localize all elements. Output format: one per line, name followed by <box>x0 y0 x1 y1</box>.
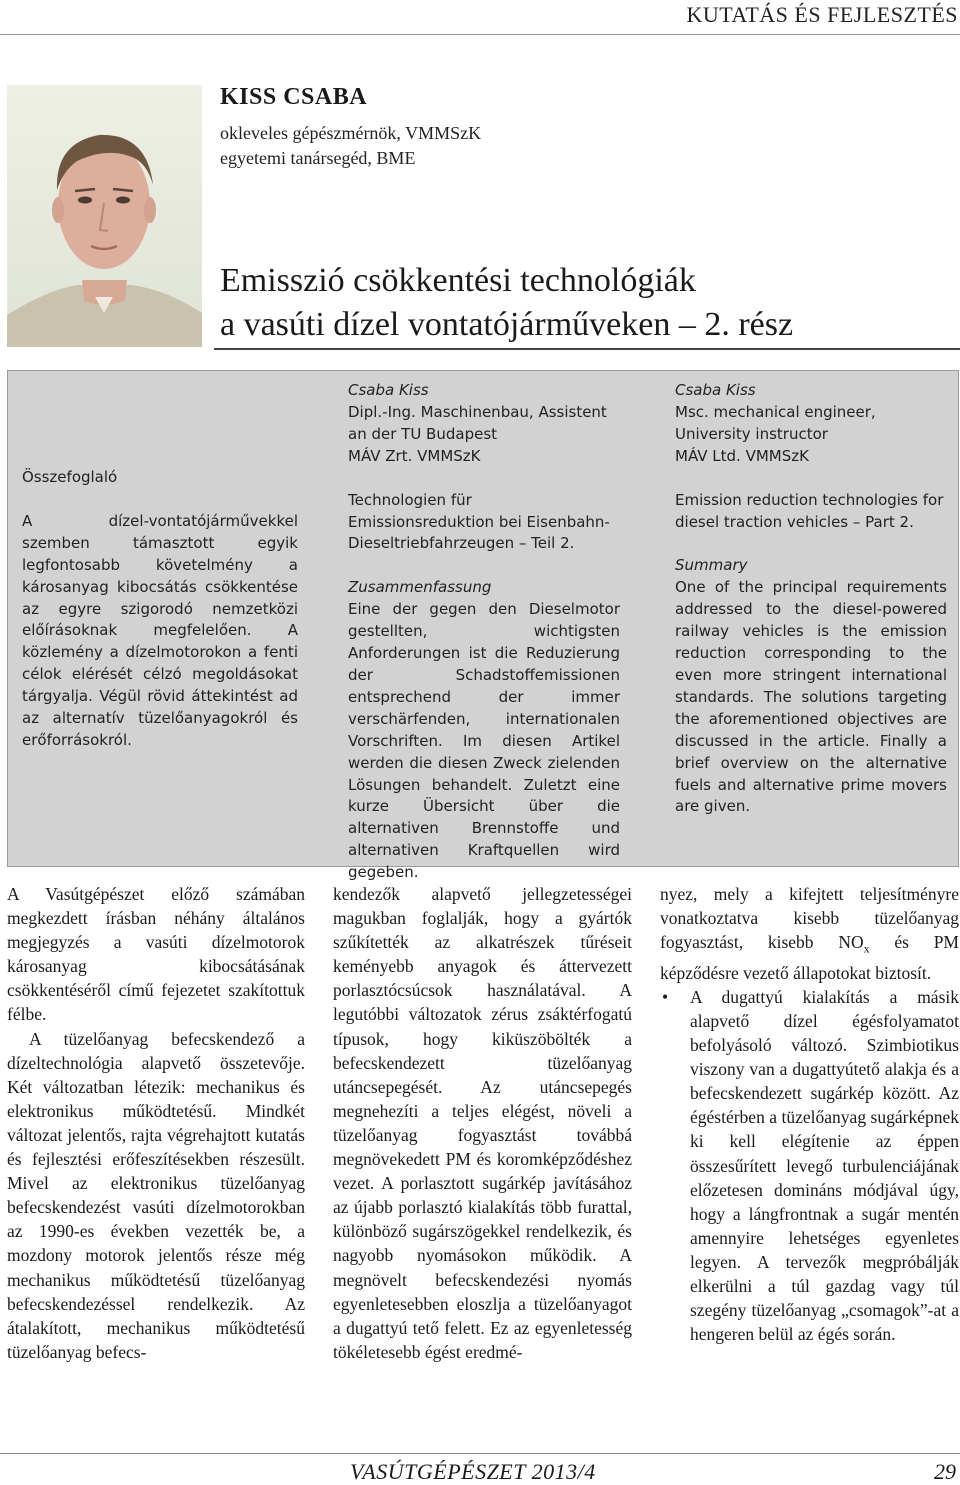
title-rule <box>214 348 960 350</box>
bullet-list <box>660 985 959 1346</box>
subscript-x: x <box>863 941 870 956</box>
abstract-hu-text: A dízel-vontatójárművekkel szemben támasztott egyik legfontosabb követelmény a károsanyag kibocsátás csökkentése az egyre szigorodó nemzetközi előírásoknak megfelelően. A közlemény a dízelmotorokon a fenti célok elérését célzó megoldásokat tárgyalja. Végül rövid áttekintést ad az alternatív tüzelőanyagokról és erőforrásokról. <box>22 511 298 749</box>
body-paragraph: A Vasútgépészet előző számában megkezdett írásban néhány általános megjegyzés a vasúti dízelmotorok károsanyag kibocsátásának csökkentéséről című fejezetet szakítottuk félbe. <box>7 884 305 1025</box>
section-header: KUTATÁS ÉS FEJLESZTÉS <box>686 2 958 27</box>
abstract-english <box>675 380 947 818</box>
abstract-en-text: One of the principal requirements addressed to the diesel-powered railway vehicles is the emission reduction corresponding to the even more stringent international standards. The solutions targeting the aforementioned objectives are discussed in the article. Finally a brief overview on the alternative fuels and alternative prime movers are given. <box>675 578 947 816</box>
abstract-en-title: Emission reduction technologies for diesel traction vehicles – Part 2. <box>675 490 944 531</box>
footer-journal: VASÚTGÉPÉSZET 2013/4 <box>350 1459 596 1484</box>
abstract-en-affiliation: MÁV Ltd. VMMSzK <box>675 446 809 465</box>
body-paragraph: kendezők alapvető jellegzetességei magukban foglalják, hogy a gyártók szűkítették az alkatrészek tűréseit keményebb anyagok és áttervezett porlasztócsúcsok használatával. A legutóbbi változatok zérus zsáktérfogatú típusok, hogy kiküszöbölték a befecskendezett tüzelőanyag utáncsepegését. Az utáncsepegés megnehezíti a teljes elégést, növeli a tüzelőanyag fogyasztást továbbá megnövekedett PM és koromképződéshez vezet. A porlasztott sugárkép javításához az újabb porlasztó kialakítás több furattal, különböző sugárszögekkel rendelkezik, és nagyobb nyomásokon működik. A megnövelt befecskendezési nyomás egyenletesebben eloszlja a tüzelőanyagot a dugattyú tető felett. Ez az egyenletesség tökéletesebb égést eredmé- <box>333 884 632 1362</box>
abstract-de-text: Eine der gegen den Dieselmotor gestellten, wichtigsten Anforderungen ist die Reduzierung der Schadstoffemissionen entsprechend der immer verschärfenden, internationalen Vorschriften. Im diesen Artikel werden die diesen Zweck zielenden Lösungen behandelt. Zuletzt eine kurze Übersicht über die alternativen Brennstoffe und alternativen Kraftquellen wird gegeben. <box>348 600 620 882</box>
article-title-line2: a vasúti dízel vontatójárműveken – 2. rész <box>220 306 794 343</box>
abstract-de-role: Dipl.-Ing. Maschinenbau, Assistent an der TU Budapest <box>348 402 607 443</box>
abstract-de-title: Technologien für Emissionsreduktion bei Eisenbahn-Dieseltriebfahrzeugen – Teil 2. <box>348 490 610 553</box>
abstract-de-affiliation: MÁV Zrt. VMMSzK <box>348 446 481 465</box>
footer-rule <box>0 1453 960 1454</box>
author-name: KISS CSABA <box>220 84 368 110</box>
body-paragraph: A tüzelőanyag befecskendező a dízeltechnológia alapvető összetevője. Két változatban létezik: mechanikus és elektronikus működtetésű. Mindkét változat jelentős, rajta végrehajtott kutatás és fejlesztési erőfeszítésekben részesült. Mivel az elektronikus tüzelőanyag befecskendezést vasúti dízelmotorokban az 1990-es években vezették be, a mozdony motorok jelentős része még mechanikus működtetésű tüzelőanyag befecskendezéssel rendelkezik. Az átalakított, mechanikus működtetésű tüzelőanyag befecs- <box>7 1028 305 1362</box>
author-photo <box>7 85 202 347</box>
list-item-text: A dugattyú kialakítás a másik alapvető dízel égésfolyamatot befolyásoló változó. Szimbiotikus viszony van a dugattyútető alakja és a befecskendezett sugárkép között. Az égéstérben a tüzelőanyag sugárképnek ki kell elégítenie az éppen összesűrített levegő turbulenciájának előzetesen domináns módjával úgy, hogy a lángfrontnak a sugár mentén amennyire lehetséges egyenletes legyen. A tervezők megpróbálják elkerülni a túl gazdag vagy túl szegény tüzelőanyag „csomagok”-at a hengeren belül az égés során. <box>690 986 959 1345</box>
abstract-hu-heading: Összefoglaló <box>22 468 118 486</box>
page-number: 29 <box>934 1459 956 1484</box>
abstract-en-heading: Summary <box>675 556 748 575</box>
abstract-en-author: Csaba Kiss <box>675 381 756 399</box>
abstract-de-heading: Zusammenfassung <box>348 578 492 597</box>
author-qualification: okleveles gépészmérnök, VMMSzK <box>220 123 482 143</box>
abstract-box <box>7 370 959 882</box>
body-column-2 <box>333 882 632 1364</box>
abstract-de-author: Csaba Kiss <box>348 381 429 399</box>
body-text: és PM képződésre vezető állapotokat biztosít. <box>660 932 959 983</box>
header-rule <box>0 34 960 35</box>
abstract-hungarian <box>22 467 298 752</box>
list-item <box>660 985 959 1346</box>
author-position: egyetemi tanársegéd, BME <box>220 148 416 168</box>
bullet-icon: • <box>662 986 669 1007</box>
body-paragraph <box>660 882 959 985</box>
body-column-1 <box>7 882 305 1364</box>
body-text: nyez, mely a kifejtett teljesítményre vonatkoztatva kisebb tüzelőanyag fogyasztást, kisebb NO <box>660 884 959 953</box>
abstract-german <box>348 380 620 884</box>
body-column-3 <box>660 882 959 1346</box>
article-title-line1: Emisszió csökkentési technológiák <box>220 262 696 299</box>
abstract-en-role: Msc. mechanical engineer, University instructor <box>675 402 876 443</box>
